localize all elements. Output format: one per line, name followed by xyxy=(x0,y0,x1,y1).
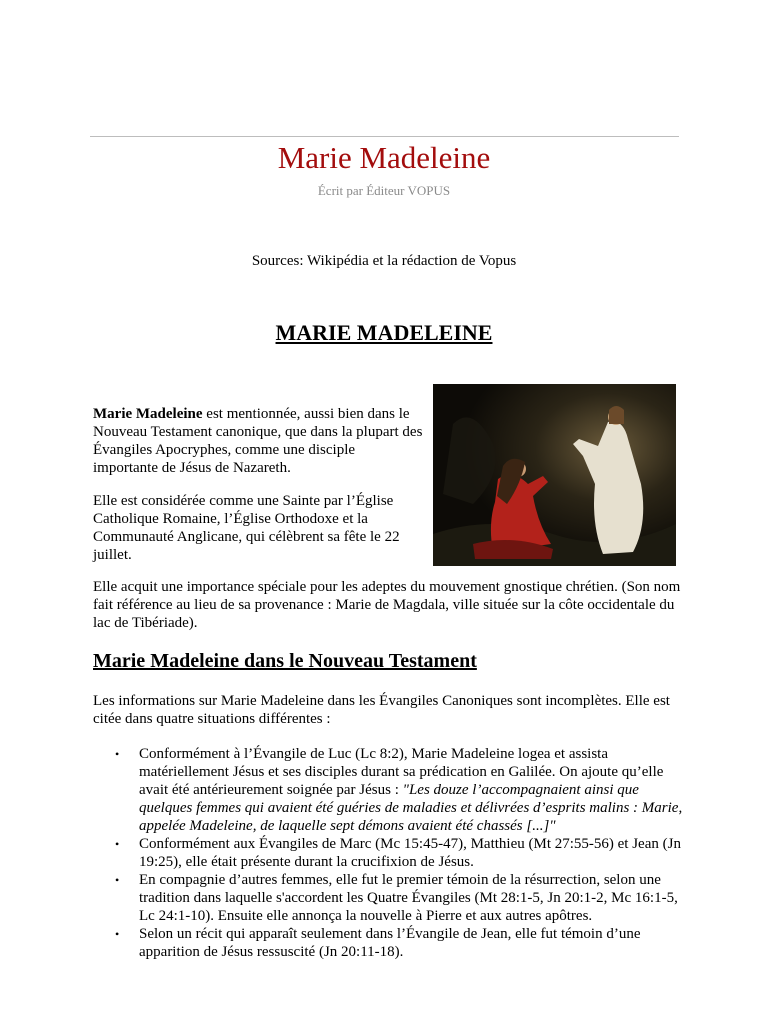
list-item xyxy=(93,835,683,871)
author-line: Écrit par Éditeur VOPUS xyxy=(317,183,451,198)
painting-image xyxy=(433,384,676,566)
intro-text: est mentionnée, aussi bien dans le Nouveau Testament canonique, que dans la plupart des Évangiles Apocryphes, comme une disciple importante de Jésus de Nazareth. xyxy=(93,406,423,476)
list-item xyxy=(93,745,683,835)
section-heading: Marie Madeleine dans le Nouveau Testament xyxy=(93,650,477,672)
gnostic-paragraph: Elle acquit une importance spéciale pour les adeptes du mouvement gnostique chrétien. (Son nom fait référence au lieu de sa provenance : Marie de Magdala, ville située sur la côte occidentale du lac de Tibériade). xyxy=(93,579,681,631)
header-rule xyxy=(90,136,679,137)
saint-paragraph: Elle est considérée comme une Sainte par l’Église Catholique Romaine, l’Église Orthodoxe et la Communauté Anglicane, qui célèbrent sa fête le 22 juillet. xyxy=(93,493,400,563)
situations-list xyxy=(93,745,683,961)
list-item xyxy=(93,871,683,925)
intro-paragraph xyxy=(93,405,423,477)
list-item-text: Conformément aux Évangiles de Marc (Mc 15:45-47), Matthieu (Mt 27:55-56) et Jean (Jn 19:25), elle était présente durant la crucifixion de Jésus. xyxy=(139,836,681,870)
list-item-text: En compagnie d’autres femmes, elle fut le premier témoin de la résurrection, selon une tradition dans laquelle s'accordent les Quatre Évangiles (Mt 28:1-5, Jn 20:1-2, Mc 16:1-5, Lc 24:1-10). Ensuite elle annonça la nouvelle à Pierre et aux autres apôtres. xyxy=(139,872,678,924)
list-item xyxy=(93,925,683,961)
bullet-icon: • xyxy=(115,927,120,941)
list-item-text: Selon un récit qui apparaît seulement dans l’Évangile de Jean, elle fut témoin d’une apparition de Jésus ressuscité (Jn 20:11-18). xyxy=(139,926,641,960)
list-item-text: Conformément à l’Évangile de Luc (Lc 8:2), Marie Madeleine logea et assista matériellement Jésus et ses disciples durant sa prédication en Galilée. On ajoute qu’elle avait été antérieurement soignée par Jésus : xyxy=(139,746,664,798)
page-title: Marie Madeleine xyxy=(277,140,491,175)
list-item-quote: "Les douze l’accompagnaient ainsi que quelques femmes qui avaient été guéries de maladies et délivrées d’esprits malins : Marie, appelée Madeleine, de laquelle sept démons avaient été chassés [...]" xyxy=(139,782,683,834)
bullet-icon: • xyxy=(115,837,120,851)
intro-bold-name: Marie Madeleine xyxy=(93,406,203,422)
article-heading: MARIE MADELEINE xyxy=(275,320,493,345)
section-intro-paragraph: Les informations sur Marie Madeleine dans les Évangiles Canoniques sont incomplètes. Elle est citée dans quatre situations différentes : xyxy=(93,693,670,727)
sources-line: Sources: Wikipédia et la rédaction de Vopus xyxy=(251,253,517,269)
bullet-icon: • xyxy=(115,873,120,887)
bullet-icon: • xyxy=(115,747,120,761)
